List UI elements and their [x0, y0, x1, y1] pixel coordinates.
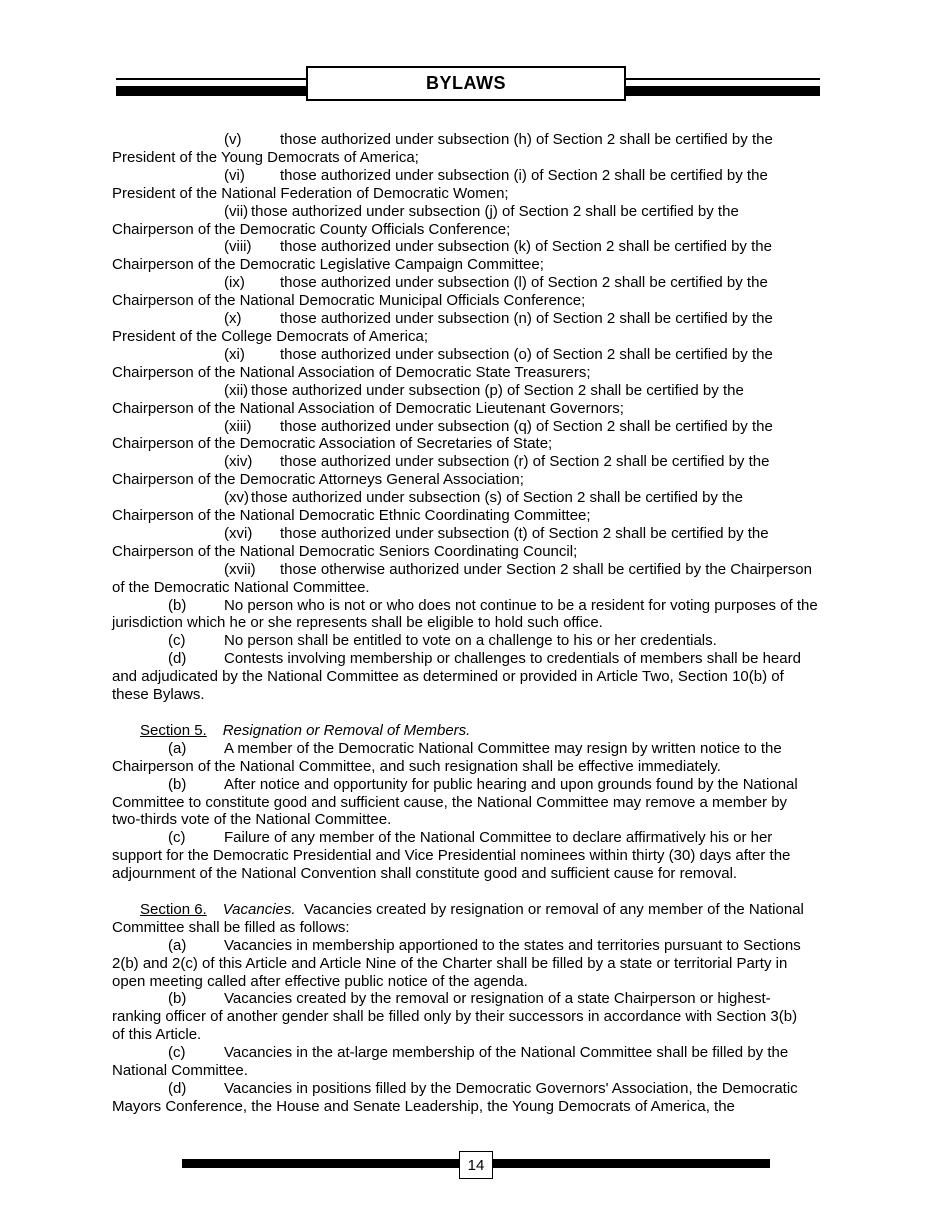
list-marker: (xiii) — [224, 417, 252, 435]
list-item — [112, 561, 842, 579]
roman-list — [112, 131, 842, 597]
list-marker: (xii) — [224, 381, 249, 399]
item-text: A member of the Democratic National Committee may resign by written notice to the — [224, 739, 782, 757]
lettered-item — [112, 597, 842, 615]
section-intro: Vacancies created by resignation or removal of any member of the National — [303, 900, 804, 918]
page-header — [0, 0, 950, 110]
item-text: No person shall be entitled to vote on a challenge to his or her credentials. — [224, 632, 717, 650]
list-item — [112, 453, 842, 471]
item-marker: (b) — [168, 596, 187, 614]
list-marker: (xvii) — [224, 560, 256, 578]
lettered-item — [112, 740, 842, 758]
item-text: Vacancies in positions filled by the Democratic Governors' Association, the Democratic — [224, 1080, 798, 1097]
header-rule-right-thin — [624, 78, 820, 80]
item-continuation: two-thirds vote of the National Committee. — [112, 811, 392, 829]
section-title: Resignation or Removal of Members. — [222, 721, 471, 739]
page-title: BYLAWS — [306, 66, 626, 101]
footer-rule-left — [182, 1159, 462, 1168]
list-item — [112, 310, 842, 328]
list-item-text: those authorized under subsection (o) of Section 2 shall be certified by the — [280, 345, 773, 363]
item-marker: (a) — [168, 936, 187, 954]
list-item — [112, 418, 842, 436]
item-marker: (b) — [168, 775, 187, 793]
item-text: Vacancies in membership apportioned to the states and territories pursuant to Sections — [224, 936, 801, 954]
list-item-continuation: Chairperson of the Democratic Association of Secretaries of State; — [112, 435, 553, 453]
list-item-continuation: Chairperson of the National Association of Democratic Lieutenant Governors; — [112, 399, 624, 417]
page-number: 14 — [459, 1151, 493, 1179]
list-item-text: those authorized under subsection (k) of Section 2 shall be certified by the — [280, 238, 772, 256]
list-item — [112, 525, 842, 543]
list-item-continuation: Chairperson of the National Democratic Municipal Officials Conference; — [112, 292, 586, 310]
list-item-text: those authorized under subsection (s) of Section 2 shall be certified by the — [251, 489, 743, 507]
list-marker: (xiv) — [224, 453, 253, 471]
list-item-continuation: Chairperson of the Democratic Attorneys General Association; — [112, 471, 524, 489]
item-continuation: these Bylaws. — [112, 686, 205, 704]
lettered-item — [112, 632, 842, 650]
item-marker: (d) — [168, 650, 187, 668]
list-item-continuation: Chairperson of the National Democratic Seniors Coordinating Council; — [112, 542, 578, 560]
item-continuation: adjournment of the National Convention shall constitute good and sufficient cause for removal. — [112, 865, 738, 883]
item-marker: (c) — [168, 632, 186, 650]
item-text: Vacancies created by the removal or resignation of a state Chairperson or highest- — [224, 990, 771, 1008]
section-6-heading — [112, 901, 842, 919]
document-body — [112, 131, 842, 1116]
section-title: Vacancies. — [222, 900, 296, 918]
list-item — [112, 203, 842, 221]
list-marker: (v) — [224, 131, 242, 148]
list-item-text: those authorized under subsection (t) of Section 2 shall be certified by the — [280, 524, 769, 542]
list-marker: (vi) — [224, 166, 245, 184]
list-item — [112, 274, 842, 292]
list-marker: (vii) — [224, 202, 249, 220]
item-marker: (d) — [168, 1080, 187, 1097]
list-item — [112, 238, 842, 256]
header-rule-left-thin — [116, 78, 308, 80]
section-5-items — [112, 740, 842, 883]
lettered-item — [112, 829, 842, 847]
item-text: Contests involving membership or challenges to credentials of members shall be heard — [224, 650, 801, 668]
item-text: After notice and opportunity for public hearing and upon grounds found by the National — [224, 775, 798, 793]
section-4-tail — [112, 597, 842, 704]
lettered-item — [112, 1044, 842, 1062]
item-continuation: ranking officer of another gender shall be filled only by their successors in accordance with Section 3(b) — [112, 1008, 798, 1026]
lettered-item — [112, 937, 842, 955]
list-marker: (xi) — [224, 345, 245, 363]
list-item-text: those authorized under subsection (j) of Section 2 shall be certified by the — [251, 202, 739, 220]
list-item — [112, 382, 842, 400]
section-intro-continuation: Committee shall be filled as follows: — [112, 918, 350, 936]
footer-rule-right — [490, 1159, 770, 1168]
list-item-continuation: Chairperson of the Democratic County Officials Conference; — [112, 220, 511, 238]
item-marker: (a) — [168, 739, 187, 757]
section-number: Section 6. — [140, 900, 207, 918]
header-rule-right-thick — [624, 86, 820, 96]
list-item-continuation: of the Democratic National Committee. — [112, 578, 370, 596]
item-text: Failure of any member of the National Committee to declare affirmatively his or her — [224, 829, 773, 847]
item-continuation: Mayors Conference, the House and Senate Leadership, the Young Democrats of America, the — [112, 1097, 735, 1115]
item-continuation: jurisdiction which he or she represents shall be eligible to hold such office. — [112, 614, 603, 632]
list-item-continuation: Chairperson of the National Democratic Ethnic Coordinating Committee; — [112, 507, 591, 525]
item-marker: (b) — [168, 990, 187, 1008]
list-marker: (viii) — [224, 238, 252, 256]
lettered-item — [112, 650, 842, 668]
list-item-text: those authorized under subsection (n) of Section 2 shall be certified by the — [280, 310, 773, 328]
page-footer — [0, 1148, 950, 1188]
list-marker: (x) — [224, 310, 242, 328]
section-5-heading — [112, 722, 842, 740]
list-item-text: those authorized under subsection (h) of Section 2 shall be certified by the — [280, 131, 773, 148]
item-continuation: support for the Democratic Presidential and Vice Presidential nominees within thirty (30) days after the — [112, 847, 791, 865]
list-item — [112, 346, 842, 364]
header-rule-left-thick — [116, 86, 308, 96]
item-text: No person who is not or who does not continue to be a resident for voting purposes of the — [224, 596, 818, 614]
list-item-continuation: Chairperson of the Democratic Legislative Campaign Committee; — [112, 256, 544, 274]
list-item-text: those authorized under subsection (i) of Section 2 shall be certified by the — [280, 166, 768, 184]
item-continuation: of this Article. — [112, 1026, 202, 1044]
list-marker: (xv) — [224, 489, 249, 507]
lettered-item — [112, 776, 842, 794]
item-marker: (c) — [168, 829, 186, 847]
item-continuation: 2(b) and 2(c) of this Article and Article Nine of the Charter shall be filled by a state or territorial Party in — [112, 954, 788, 972]
list-item-text: those authorized under subsection (r) of Section 2 shall be certified by the — [280, 453, 770, 471]
list-marker: (xvi) — [224, 524, 253, 542]
list-item-continuation: President of the College Democrats of America; — [112, 327, 428, 345]
section-number: Section 5. — [140, 721, 207, 739]
list-item-continuation: Chairperson of the National Association of Democratic State Treasurers; — [112, 363, 591, 381]
list-item-text: those authorized under subsection (p) of Section 2 shall be certified by the — [251, 381, 744, 399]
item-continuation: National Committee. — [112, 1062, 248, 1080]
item-marker: (c) — [168, 1044, 186, 1062]
list-item-text: those authorized under subsection (l) of Section 2 shall be certified by the — [280, 274, 768, 292]
section-6-items — [112, 937, 842, 1116]
list-item — [112, 167, 842, 185]
lettered-item — [112, 990, 842, 1008]
list-item-continuation: President of the Young Democrats of America; — [112, 148, 419, 166]
list-marker: (ix) — [224, 274, 245, 292]
item-continuation: Chairperson of the National Committee, and such resignation shall be effective immediately. — [112, 757, 721, 775]
list-item — [112, 489, 842, 507]
list-item-continuation: President of the National Federation of Democratic Women; — [112, 184, 509, 202]
item-text: Vacancies in the at-large membership of the National Committee shall be filled by the — [224, 1044, 789, 1062]
list-item-text: those otherwise authorized under Section 2 shall be certified by the Chairperson — [280, 560, 812, 578]
item-continuation: open meeting called after effective public notice of the agenda. — [112, 972, 528, 990]
lettered-item — [112, 1080, 842, 1098]
list-item — [112, 131, 842, 149]
item-continuation: Committee to constitute good and sufficient cause, the National Committee may remove a member by — [112, 793, 788, 811]
item-continuation: and adjudicated by the National Committee as determined or provided in Article Two, Section 10(b) of — [112, 668, 784, 686]
list-item-text: those authorized under subsection (q) of Section 2 shall be certified by the — [280, 417, 773, 435]
